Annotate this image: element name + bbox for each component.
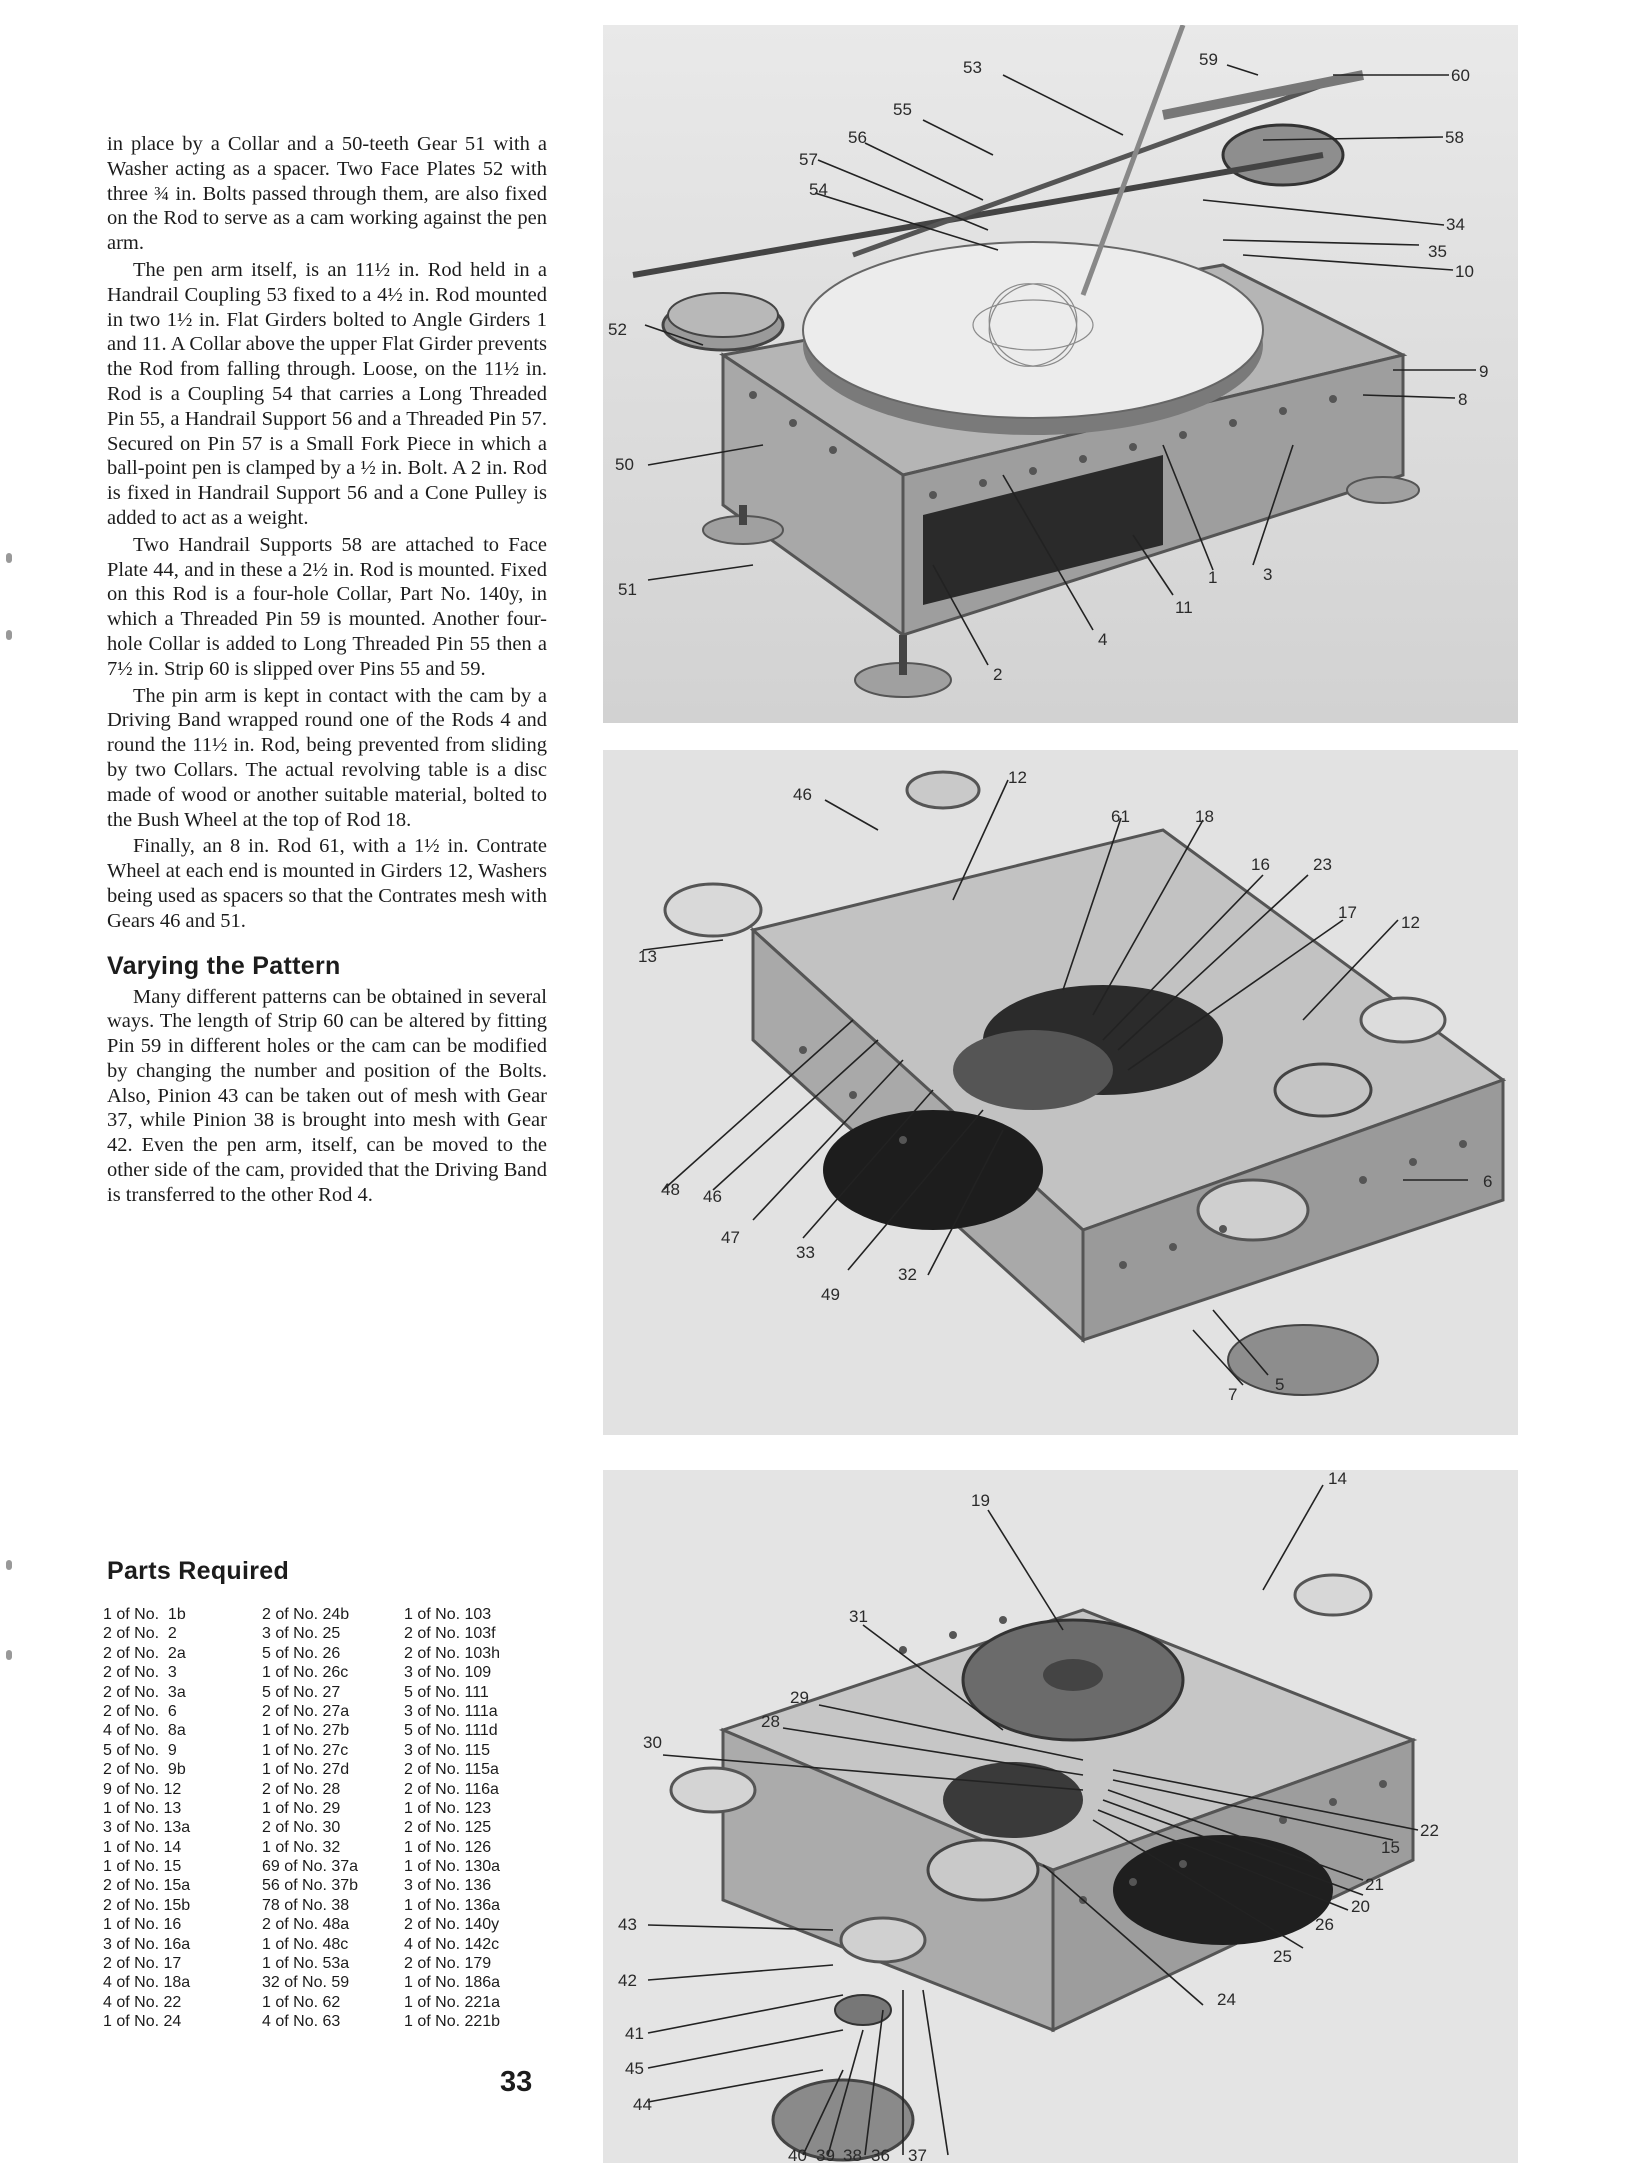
body-paragraph: The pin arm is kept in contact with the cam by a Driving Band wrapped round one of the Rods 4 and round the 11½ in. Rod, being prevented from sliding by two Collars. The actual revolving table is a disc made of wood or another suitable material, bolted to the Bush Wheel at the top of Rod 18. xyxy=(107,684,547,831)
callout-label: 31 xyxy=(849,1607,868,1626)
parts-list-item: 2 of No. 103h xyxy=(404,1644,501,1662)
parts-list-item: 3 of No. 25 xyxy=(262,1625,341,1643)
callout-label: 38 xyxy=(843,2146,862,2163)
callout-label: 7 xyxy=(1228,1385,1238,1404)
parts-list-item: 5 of No. 111d xyxy=(404,1722,498,1740)
model-photo-middle-svg xyxy=(603,750,1518,1435)
parts-list-item: 3 of No. 13a xyxy=(103,1819,191,1837)
model-photo-top xyxy=(603,25,1518,723)
parts-list-item: 5 of No. 9 xyxy=(103,1741,177,1759)
callout-label: 20 xyxy=(1351,1897,1370,1916)
parts-list-item: 1 of No. 16 xyxy=(103,1916,182,1934)
margin-mark xyxy=(6,1650,12,1660)
parts-list-item: 2 of No. 140y xyxy=(404,1916,500,1934)
callout-label: 3 xyxy=(1263,565,1273,584)
parts-list-column-2 xyxy=(262,1605,358,2032)
parts-list-item: 4 of No. 22 xyxy=(103,1993,182,2011)
parts-list-column-1 xyxy=(103,1605,190,2032)
parts-list-item: 2 of No. 24b xyxy=(262,1606,350,1623)
parts-list-item: 1 of No. 26c xyxy=(262,1664,349,1682)
parts-list-item: 1 of No. 186a xyxy=(404,1974,501,1992)
parts-list-column-3 xyxy=(404,1605,500,2032)
callout-label: 46 xyxy=(793,785,812,804)
callout-label: 60 xyxy=(1451,66,1470,85)
parts-list-item: 1 of No. 27b xyxy=(262,1722,350,1740)
callout-label: 16 xyxy=(1251,855,1270,874)
margin-mark xyxy=(6,553,12,563)
callout-label: 32 xyxy=(898,1265,917,1284)
parts-list-item: 1 of No. 221a xyxy=(404,1993,501,2011)
callout-label: 19 xyxy=(971,1491,990,1510)
parts-list-item: 5 of No. 111 xyxy=(404,1683,489,1701)
callout-label: 43 xyxy=(618,1915,637,1934)
parts-list-item: 78 of No. 38 xyxy=(262,1896,350,1914)
callout-label: 50 xyxy=(615,455,634,474)
parts-list-item: 5 of No. 27 xyxy=(262,1683,341,1701)
callout-label: 51 xyxy=(618,580,637,599)
callout-label: 9 xyxy=(1479,362,1489,381)
parts-list-item: 1 of No. 14 xyxy=(103,1838,182,1856)
callout-label: 49 xyxy=(821,1285,840,1304)
parts-list-item: 1 of No. 130a xyxy=(404,1858,501,1876)
parts-list-item: 2 of No. 2a xyxy=(103,1644,186,1662)
section-heading: Varying the Pattern xyxy=(107,951,341,980)
parts-list-item: 1 of No. 13 xyxy=(103,1799,182,1817)
parts-list-item: 32 of No. 59 xyxy=(262,1974,350,1992)
parts-list-item: 1 of No. 27c xyxy=(262,1741,349,1759)
callout-label: 33 xyxy=(796,1243,815,1262)
callout-label: 10 xyxy=(1455,262,1474,281)
callout-label: 23 xyxy=(1313,855,1332,874)
margin-mark xyxy=(6,630,12,640)
callout-label: 57 xyxy=(799,150,818,169)
body-paragraph: Finally, an 8 in. Rod 61, with a 1½ in. Contrate Wheel at each end is mounted in Girders 12, Washers being used as spacers so that the Contrates mesh with Gears 46 and 51. xyxy=(107,835,547,932)
parts-list-item: 3 of No. 16a xyxy=(103,1935,191,1953)
parts-list-item: 56 of No. 37b xyxy=(262,1877,359,1895)
callout-label: 28 xyxy=(761,1712,780,1731)
parts-list-item: 3 of No. 136 xyxy=(404,1877,492,1895)
callout-label: 44 xyxy=(633,2095,652,2114)
model-photo-bottom xyxy=(603,1470,1518,2163)
parts-list-item: 2 of No. 6 xyxy=(103,1702,177,1720)
model-photo-middle xyxy=(603,750,1518,1435)
callout-label: 21 xyxy=(1365,1875,1384,1894)
parts-list-item: 1 of No. 24 xyxy=(103,2013,182,2031)
body-paragraph: Two Handrail Supports 58 are attached to Face Plate 44, and in these a 2½ in. Rod is mounted. Fixed on this Rod is a four-hole Collar, Part No. 140y, in which a Threaded Pin 59 is mounted. Another four-hole Collar is added to Long Threaded Pin 55 then a 7½ in. Strip 60 is slipped over Pins 55 and 59. xyxy=(107,533,547,680)
callout-label: 11 xyxy=(1175,598,1193,617)
callout-label: 47 xyxy=(721,1228,740,1247)
body-paragraph: The pen arm itself, is an 11½ in. Rod held in a Handrail Coupling 53 fixed to a 4½ in. Rod mounted in two 1½ in. Flat Girders bolted to Angle Girders 1 and 11. A Collar above the upper Flat Girder prevents the Rod from falling through. Loose, on the 11½ in. Rod is a Coupling 54 that carries a Long Threaded Pin 55, a Handrail Support 56 and a Threaded Pin 57. Secured on Pin 57 is a Small Fork Piece in which a ball-point pen is clamped by a ½ in. Bolt. A 2 in. Rod is fixed in Handrail Support 56 and a Cone Pulley is added to act as a weight. xyxy=(107,258,547,529)
parts-list-item: 1 of No. 48c xyxy=(262,1935,349,1953)
parts-list-item: 3 of No. 111a xyxy=(404,1702,498,1720)
callout-label: 55 xyxy=(893,100,912,119)
parts-list-item: 69 of No. 37a xyxy=(262,1858,359,1876)
parts-list-item: 2 of No. 15a xyxy=(103,1877,191,1895)
callout-label: 54 xyxy=(809,180,828,199)
callout-label: 1 xyxy=(1208,568,1218,587)
parts-list-item: 1 of No. 123 xyxy=(404,1799,492,1817)
callout-label: 2 xyxy=(993,665,1003,684)
callout-label: 41 xyxy=(625,2024,644,2043)
body-paragraph: in place by a Collar and a 50-teeth Gear 51 with a Washer acting as a spacer. Two Face Plates 52 with three ¾ in. Bolts passed through them, are also fixed on the Rod to serve as a cam working against the pen arm. xyxy=(107,133,547,255)
callout-label: 30 xyxy=(643,1733,662,1752)
parts-list-item: 2 of No. 2 xyxy=(103,1625,177,1643)
callout-label: 25 xyxy=(1273,1947,1292,1966)
model-photo-top-svg xyxy=(603,25,1518,723)
callout-label: 6 xyxy=(1483,1172,1493,1191)
callout-label: 59 xyxy=(1199,50,1218,69)
parts-list-item: 2 of No. 125 xyxy=(404,1819,492,1837)
parts-list-item: 2 of No. 17 xyxy=(103,1955,182,1973)
parts-list-item: 5 of No. 26 xyxy=(262,1644,341,1662)
callout-label: 42 xyxy=(618,1971,637,1990)
parts-list-item: 2 of No. 48a xyxy=(262,1916,350,1934)
callout-label: 4 xyxy=(1098,630,1108,649)
section-paragraph: Many different patterns can be obtained in several ways. The length of Strip 60 can be altered by fitting Pin 59 in different holes or the cam can be modified by changing the number and position of the Bolts. Also, Pinion 43 can be taken out of mesh with Gear 37, while Pinion 38 is brought into mesh with Gear 42. Even the pen arm, itself, can be moved to the other side of the cam, provided that the Driving Band is transferred to the other Rod 4. xyxy=(107,985,547,1206)
callout-label: 29 xyxy=(790,1688,809,1707)
callout-label: 45 xyxy=(625,2059,644,2078)
callout-label: 5 xyxy=(1275,1375,1285,1394)
callout-label: 61 xyxy=(1111,807,1130,826)
callout-label: 56 xyxy=(848,128,867,147)
callout-label: 12 xyxy=(1008,768,1027,787)
parts-list-item: 4 of No. 8a xyxy=(103,1722,186,1740)
callout-label: 18 xyxy=(1195,807,1214,826)
callout-label: 35 xyxy=(1428,242,1447,261)
callout-label: 17 xyxy=(1338,903,1357,922)
page-number: 33 xyxy=(500,2066,533,2098)
callout-label: 37 xyxy=(908,2146,927,2163)
parts-list-item: 2 of No. 116a xyxy=(404,1780,499,1798)
callout-label: 48 xyxy=(661,1180,680,1199)
callout-label: 15 xyxy=(1381,1838,1400,1857)
parts-list-item: 1 of No. 15 xyxy=(103,1858,182,1876)
callout-label: 36 xyxy=(871,2146,890,2163)
parts-list-item: 2 of No. 27a xyxy=(262,1702,350,1720)
parts-list-item: 2 of No. 179 xyxy=(404,1955,492,1973)
parts-list-item: 4 of No. 63 xyxy=(262,2013,341,2031)
callout-label: 46 xyxy=(703,1187,722,1206)
parts-list-item: 1 of No. 32 xyxy=(262,1838,341,1856)
parts-list-item: 4 of No. 18a xyxy=(103,1974,191,1992)
model-photo-bottom-svg xyxy=(603,1470,1518,2163)
parts-list-item: 2 of No. 28 xyxy=(262,1780,341,1798)
callout-label: 39 xyxy=(816,2146,835,2163)
parts-list-item: 1 of No. 221b xyxy=(404,2013,501,2031)
parts-list-item: 2 of No. 3a xyxy=(103,1683,186,1701)
callout-label: 53 xyxy=(963,58,982,77)
callout-label: 22 xyxy=(1420,1821,1439,1840)
parts-heading: Parts Required xyxy=(107,1557,290,1585)
parts-list-item: 3 of No. 115 xyxy=(404,1741,490,1759)
callout-label: 58 xyxy=(1445,128,1464,147)
callout-label: 40 xyxy=(788,2146,807,2163)
parts-list-item: 1 of No. 1b xyxy=(103,1606,186,1623)
parts-list-item: 1 of No. 103 xyxy=(404,1606,492,1623)
margin-mark xyxy=(6,1560,12,1570)
parts-list-item: 4 of No. 142c xyxy=(404,1935,500,1953)
callout-label: 34 xyxy=(1446,215,1465,234)
callout-label: 12 xyxy=(1401,913,1420,932)
parts-list-item: 3 of No. 109 xyxy=(404,1664,492,1682)
parts-list-item: 9 of No. 12 xyxy=(103,1780,182,1798)
callout-label: 52 xyxy=(608,320,627,339)
parts-list-item: 2 of No. 30 xyxy=(262,1819,341,1837)
text-column xyxy=(107,132,547,1210)
parts-list-item: 1 of No. 29 xyxy=(262,1799,341,1817)
callout-label: 8 xyxy=(1458,390,1468,409)
callout-label: 26 xyxy=(1315,1915,1334,1934)
parts-list-item: 2 of No. 3 xyxy=(103,1664,177,1682)
parts-list-item: 1 of No. 136a xyxy=(404,1896,501,1914)
parts-list-item: 1 of No. 53a xyxy=(262,1955,350,1973)
parts-list-item: 2 of No. 115a xyxy=(404,1761,499,1779)
parts-list-item: 2 of No. 15b xyxy=(103,1896,191,1914)
callout-label: 14 xyxy=(1328,1470,1347,1488)
parts-list-item: 1 of No. 27d xyxy=(262,1761,350,1779)
parts-list-item: 2 of No. 9b xyxy=(103,1761,186,1779)
callout-label: 13 xyxy=(638,947,657,966)
parts-list-item: 2 of No. 103f xyxy=(404,1625,496,1643)
parts-list-item: 1 of No. 62 xyxy=(262,1993,341,2011)
parts-list-item: 1 of No. 126 xyxy=(404,1838,492,1856)
callout-label: 24 xyxy=(1217,1990,1236,2009)
